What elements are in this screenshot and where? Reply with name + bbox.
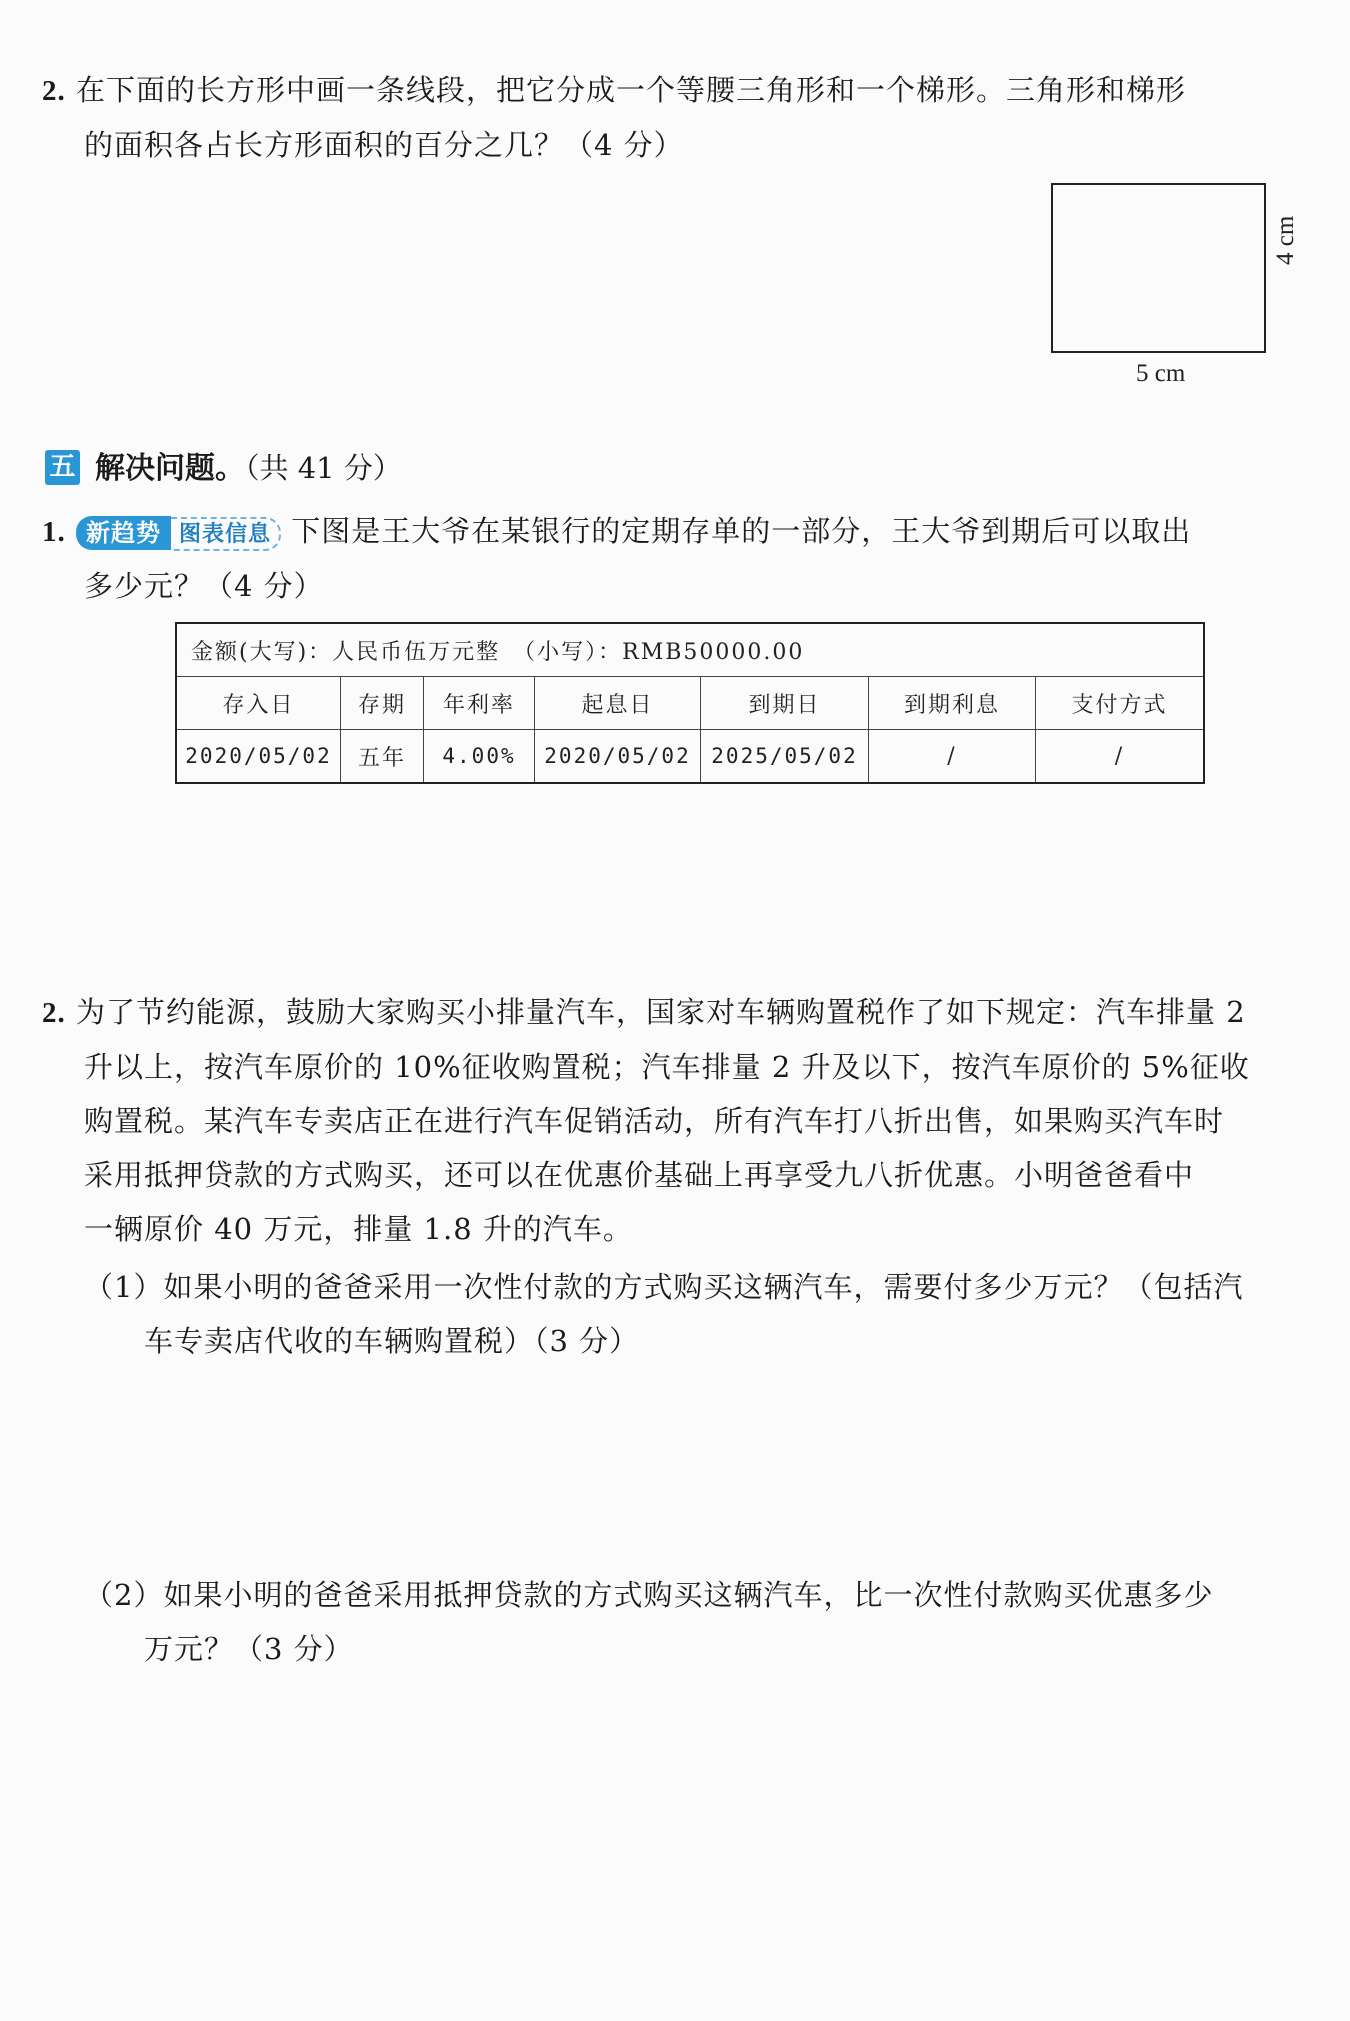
question-2-car-line-5: 一辆原价 40 万元，排量 1.8 升的汽车。 xyxy=(84,1212,633,1246)
value-cell: 五年 xyxy=(341,730,424,784)
question-number: 2. xyxy=(42,997,66,1029)
sub-question-2-line-1: （2）如果小明的爸爸采用抵押贷款的方式购买这辆汽车，比一次性付款购买优惠多少 xyxy=(84,1578,1214,1612)
value-cell: 2025/05/02 xyxy=(701,730,869,784)
value-cell: / xyxy=(1036,730,1205,784)
question-1-deposit xyxy=(42,504,1317,613)
question-2-car-line-1 xyxy=(42,985,1317,1040)
question-number: 2. xyxy=(42,75,66,107)
question-1-line-2: 多少元？（4 分） xyxy=(84,569,324,603)
header-cell: 到期利息 xyxy=(869,677,1036,730)
question-text: 为了节约能源，鼓励大家购买小排量汽车，国家对车辆购置税作了如下规定：汽车排量 2 xyxy=(75,995,1246,1029)
sub-question-1-line-1: （1）如果小明的爸爸采用一次性付款的方式购买这辆汽车，需要付多少万元？（包括汽 xyxy=(84,1270,1244,1304)
question-2-car-line-2: 升以上，按汽车原价的 10%征收购置税；汽车排量 2 升及以下，按汽车原价的 5%征收 xyxy=(84,1050,1250,1084)
section-number-badge: 五 xyxy=(45,450,80,485)
sub-question-1-line-2: 车专卖店代收的车辆购置税）（3 分） xyxy=(144,1324,640,1358)
question-2-car-line-3: 购置税。某汽车专卖店正在进行汽车促销活动，所有汽车打八折出售，如果购买汽车时 xyxy=(84,1104,1225,1138)
header-cell: 存期 xyxy=(341,677,424,730)
value-cell: 2020/05/02 xyxy=(535,730,701,784)
height-label: 4 cm xyxy=(1272,215,1299,265)
section-title: 解决问题。 xyxy=(95,451,245,486)
value-cell: / xyxy=(869,730,1036,784)
table-header-row xyxy=(176,677,1204,730)
rectangle-figure xyxy=(1051,183,1266,353)
question-1-line-1 xyxy=(42,504,1317,559)
deposit-slip-table xyxy=(175,622,1205,784)
chart-info-tag: 图表信息 xyxy=(171,517,281,551)
header-cell: 起息日 xyxy=(535,677,701,730)
header-cell: 到期日 xyxy=(701,677,869,730)
question-2-geometry xyxy=(42,63,1312,172)
header-cell: 年利率 xyxy=(424,677,535,730)
value-cell: 2020/05/02 xyxy=(176,730,341,784)
section-score: （共 41 分） xyxy=(245,451,402,485)
sub-question-2 xyxy=(84,1568,1319,1676)
question-2-car-line-4: 采用抵押贷款的方式购买，还可以在优惠价基础上再享受九八折优惠。小明爸爸看中 xyxy=(84,1158,1195,1192)
section-header xyxy=(95,444,402,493)
value-cell: 4.00% xyxy=(424,730,535,784)
amount-cell: 金额(大写)：人民币伍万元整 （小写）：RMB50000.00 xyxy=(176,623,1204,677)
question-2-line-1 xyxy=(42,63,1312,118)
sub-question-2-line-2: 万元？（3 分） xyxy=(144,1632,354,1666)
header-cell: 支付方式 xyxy=(1036,677,1205,730)
question-text: 在下面的长方形中画一条线段，把它分成一个等腰三角形和一个梯形。三角形和梯形 xyxy=(75,73,1186,107)
table-row xyxy=(176,730,1204,784)
amount-row xyxy=(176,623,1204,677)
question-text: 下图是王大爷在某银行的定期存单的一部分，王大爷到期后可以取出 xyxy=(291,514,1192,548)
question-2-line-2: 的面积各占长方形面积的百分之几？（4 分） xyxy=(84,128,684,162)
header-cell: 存入日 xyxy=(176,677,341,730)
question-number: 1. xyxy=(42,516,66,548)
new-trend-badge: 新趋势 xyxy=(76,516,171,550)
width-label: 5 cm xyxy=(1136,360,1186,387)
question-2-car xyxy=(42,985,1317,1368)
